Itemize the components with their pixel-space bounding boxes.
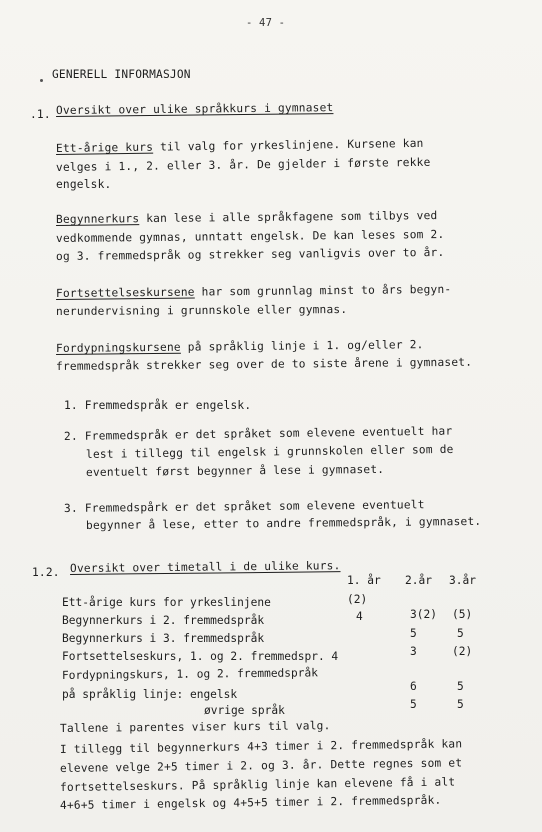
section-1-number: .1. — [30, 108, 51, 121]
table-row-label: Fortsettelseskurs, 1. og 2. fremmedspr. 4 — [62, 650, 339, 663]
paragraph-fortsettelse-line-2: nerundervisning i grunnskole eller gymnas. — [55, 302, 348, 318]
term-fordypningskursene: Fordypningskursene — [55, 340, 181, 355]
paragraph-text: har som grunnlag minst to års begyn- — [194, 282, 452, 299]
table-cell: (2) — [452, 645, 473, 658]
note-paragraph-line-2: elevene velge 2+5 timer i 2. og 3. år. Dette regnes som et — [59, 756, 463, 775]
table-row-label: Begynnerkurs i 3. fremmedspråk — [62, 632, 265, 645]
bullet-mark — [40, 79, 43, 82]
paragraph-fortsettelse-line-1 — [56, 283, 451, 301]
list-item-2-line-3: eventuelt først begynner å lese i gymnaset. — [85, 462, 385, 479]
paragraph-fordypning-line-1 — [56, 338, 424, 356]
table-cell: 5 — [457, 698, 464, 711]
paragraph-text: til valg for yrkeslinjene. Kursene kan — [153, 136, 424, 154]
table-row-label: øvrige språk — [204, 704, 285, 717]
paragraph-begynnerkurs-line-1 — [56, 209, 438, 227]
page-number: - 47 - — [246, 17, 286, 29]
col-header-year-2: 2.år — [405, 574, 432, 587]
table-note: Tallene i parentes viser kurs til valg. — [59, 719, 331, 735]
table-cell: 3 — [410, 645, 417, 658]
note-paragraph-line-3: fortsettelseskurs. På språklig linje kan elevene få i alt — [59, 775, 456, 794]
table-row-label: Fordypningskurs, 1. og 2. fremmedspråk — [61, 666, 319, 682]
table-row-label: på språklig linje: engelsk — [62, 688, 238, 701]
section-1-title: Oversikt over ulike språkkurs i gymnaset — [55, 101, 334, 117]
paragraph-fordypning-line-2: fremmedspråk strekker seg over de to siste årene i gymnaset. — [55, 355, 473, 373]
table-cell: 5 — [410, 698, 417, 711]
section-2-title: Oversikt over timetall i de ulike kurs. — [69, 559, 341, 575]
paragraph-ett-arige-line-1 — [56, 137, 424, 156]
note-paragraph-line-4: 4+6+5 timer i engelsk og 4+5+5 timer i 2. fremmedspråk. — [59, 793, 442, 812]
col-header-year-3: 3.år — [449, 574, 476, 587]
table-cell: 5 — [410, 627, 417, 640]
paragraph-begynnerkurs-line-2: vedkommende gymnas, unntatt engelsk. De kan leses som 2. — [55, 227, 445, 245]
table-cell: 5 — [457, 680, 464, 693]
list-item-1: 1. Fremmedspråk er engelsk. — [64, 399, 252, 412]
paragraph-text: på språklig linje i 1. og/eller 2. — [180, 338, 424, 354]
table-cell: 3(2) — [410, 608, 437, 621]
col-header-year-1: 1. år — [347, 574, 381, 587]
table-cell: 5 — [457, 627, 464, 640]
table-cell: 6 — [410, 680, 417, 693]
list-item-2-line-1: 2. Fremmedspråk er det språket som elevene eventuelt har — [63, 424, 453, 443]
list-item-2-line-2: lest i tillegg til engelsk i grunnskolen eller som de — [85, 442, 454, 461]
list-item-3-line-1: 3. Fremmedspårk er det språket som elevene eventuelt — [63, 498, 425, 515]
term-fortsettelseskursene: Fortsettelseskursene — [55, 285, 195, 300]
table-cell: (5) — [452, 608, 473, 621]
paragraph-begynnerkurs-line-3: og 3. fremmedspråk og strekker seg vanligvis over to år. — [55, 245, 445, 263]
table-row-label: Ett-årige kurs for yrkeslinjene — [62, 596, 271, 609]
note-paragraph-line-1: I tillegg til begynnerkurs 4+3 timer i 2. fremmedspråk kan — [59, 737, 463, 756]
section-heading: GENERELL INFORMASJON — [52, 68, 191, 81]
paragraph-text: kan lese i alle språkfagene som tilbys ved — [139, 209, 438, 226]
paragraph-ett-arige-line-3: engelsk. — [56, 178, 112, 191]
term-begynnerkurs: Begynnerkurs — [55, 212, 140, 226]
term-ett-arige-kurs: Ett-årige kurs — [55, 140, 154, 155]
paragraph-ett-arige-line-2: velges i 1., 2. eller 3. år. De gjelder i første rekke — [55, 155, 431, 174]
list-item-3-line-2: begynner å lese, etter to andre fremmedspråk, i gymnaset. — [85, 514, 482, 532]
section-2-number: 1.2. — [32, 566, 60, 579]
table-cell: (2) — [347, 593, 368, 606]
table-cell: 4 — [356, 610, 363, 623]
table-row-label: Begynnerkurs i 2. fremmedspråk — [62, 614, 265, 627]
